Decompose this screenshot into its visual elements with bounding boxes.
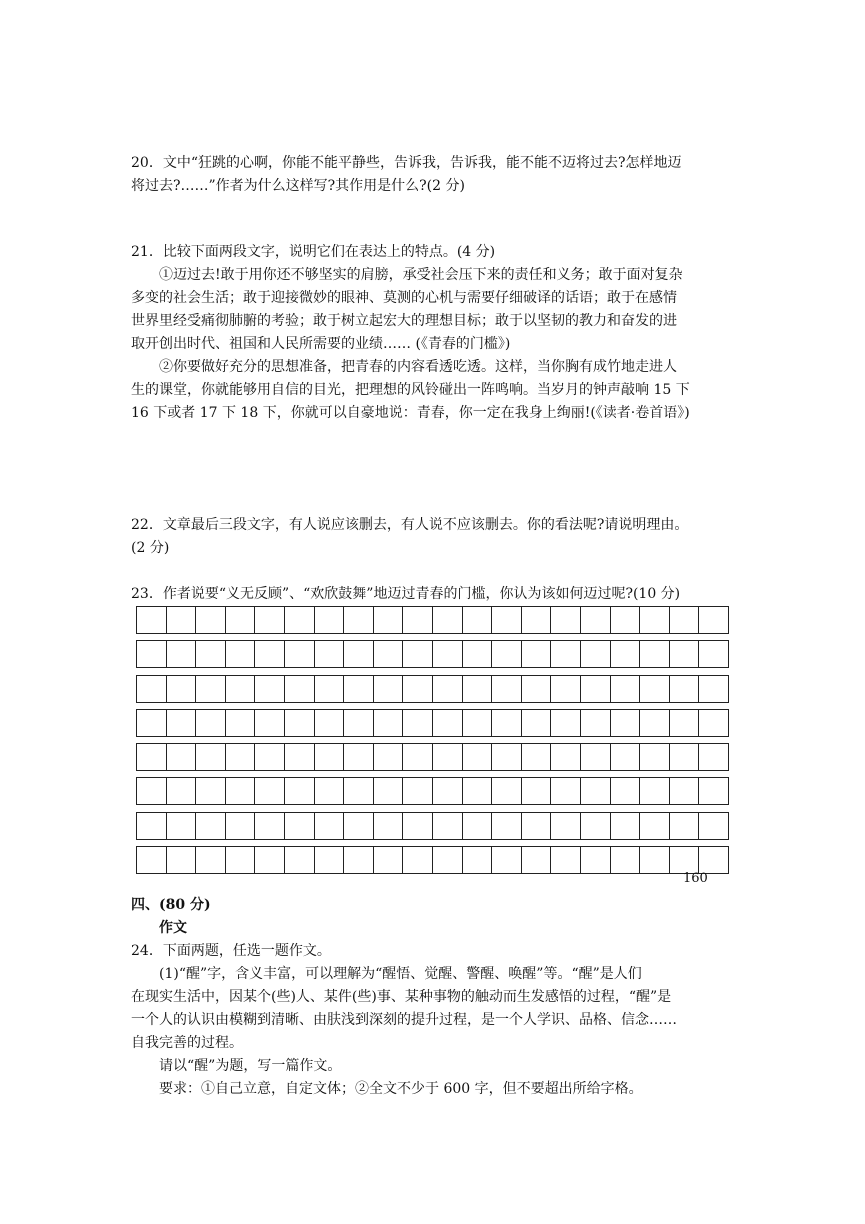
grid-cell[interactable] [344,812,374,840]
grid-cell[interactable] [137,675,167,703]
grid-cell[interactable] [581,812,611,840]
grid-cell[interactable] [640,812,670,840]
grid-cell[interactable] [315,640,345,668]
q24-requirement: 要求：①自己立意，自定文体；②全文不少于 600 字，但不要超出所给字格。 [159,1081,643,1097]
grid-cell[interactable] [611,743,641,771]
grid-cell[interactable] [344,846,374,874]
grid-cell[interactable] [492,709,522,737]
q24-instruction: 请以“醒”为题，写一篇作文。 [159,1058,342,1074]
grid-cell[interactable] [699,640,729,668]
grid-cell[interactable] [581,606,611,634]
grid-cell[interactable] [581,675,611,703]
grid-cell[interactable] [167,743,197,771]
q24-prompt-line: (1)“醒”字，含义丰富，可以理解为“醒悟、觉醒、警醒、唤醒”等。“醒”是人们 [159,966,642,982]
grid-cell[interactable] [137,812,167,840]
grid-cell[interactable] [699,675,729,703]
grid-cell[interactable] [255,812,285,840]
grid-cell[interactable] [255,777,285,805]
grid-cell[interactable] [522,846,552,874]
grid-cell[interactable] [137,777,167,805]
grid-cell[interactable] [374,812,404,840]
grid-cell[interactable] [670,846,700,874]
grid-cell[interactable] [551,812,581,840]
grid-cell[interactable] [167,675,197,703]
grid-cell[interactable] [433,812,463,840]
grid-cell[interactable] [374,846,404,874]
grid-cell[interactable] [611,675,641,703]
grid-cell[interactable] [344,777,374,805]
grid-cell[interactable] [492,675,522,703]
grid-cell[interactable] [226,709,256,737]
grid-cell[interactable] [315,606,345,634]
grid-cell[interactable] [640,777,670,805]
q21-para1-line: 取开创出时代、祖国和人民所需要的业绩…… (《青春的门槛》) [131,336,511,352]
grid-cell[interactable] [699,846,729,874]
grid-cell[interactable] [226,640,256,668]
grid-cell[interactable] [670,675,700,703]
grid-cell[interactable] [315,675,345,703]
grid-cell[interactable] [255,743,285,771]
grid-cell[interactable] [255,675,285,703]
grid-cell[interactable] [699,606,729,634]
answer-grid[interactable] [136,606,728,880]
q21-para1-line: ①迈过去!敢于用你还不够坚实的肩膀，承受社会压下来的责任和义务；敢于面对复杂 [159,267,683,283]
grid-cell[interactable] [670,606,700,634]
grid-cell[interactable] [167,606,197,634]
grid-cell[interactable] [463,640,493,668]
grid-cell[interactable] [403,606,433,634]
grid-cell[interactable] [433,675,463,703]
q21-para1-line: 世界里经受痛彻肺腑的考验；敢于树立起宏大的理想目标；敢于以坚韧的教力和奋发的进 [131,313,677,329]
grid-cell[interactable] [403,709,433,737]
grid-cell[interactable] [374,606,404,634]
grid-cell[interactable] [551,606,581,634]
grid-cell[interactable] [522,606,552,634]
grid-cell[interactable] [581,640,611,668]
grid-row [136,606,728,634]
grid-cell[interactable] [640,675,670,703]
grid-cell[interactable] [167,640,197,668]
grid-cell[interactable] [226,812,256,840]
grid-cell[interactable] [463,606,493,634]
grid-cell[interactable] [640,709,670,737]
grid-cell[interactable] [344,743,374,771]
grid-cell[interactable] [403,675,433,703]
grid-row [136,812,728,840]
grid-cell[interactable] [315,846,345,874]
grid-cell[interactable] [611,846,641,874]
grid-cell[interactable] [463,743,493,771]
grid-cell[interactable] [255,606,285,634]
grid-cell[interactable] [492,743,522,771]
grid-cell[interactable] [315,777,345,805]
grid-cell[interactable] [581,709,611,737]
grid-cell[interactable] [463,846,493,874]
grid-cell[interactable] [611,709,641,737]
grid-cell[interactable] [611,640,641,668]
grid-cell[interactable] [374,709,404,737]
grid-cell[interactable] [137,846,167,874]
grid-cell[interactable] [670,743,700,771]
grid-cell[interactable] [522,709,552,737]
q24-question: 24．下面两题，任选一题作文。 [131,943,331,959]
q21-para2-line: 16 下或者 17 下 18 下，你就可以自豪地说：青春，你一定在我身上绚丽!(《读者·卷首语》) [131,405,690,421]
q22-line-1: 22．文章最后三段文字，有人说应该删去，有人说不应该删去。你的看法呢?请说明理由。 [131,517,689,533]
grid-cell[interactable] [167,777,197,805]
grid-cell[interactable] [492,846,522,874]
grid-cell[interactable] [581,777,611,805]
grid-cell[interactable] [315,709,345,737]
grid-cell[interactable] [403,846,433,874]
q22-line-2: (2 分) [131,540,170,556]
grid-row [136,640,728,668]
q24-prompt-line: 在现实生活中，因某个(些)人、某件(些)事、某种事物的触动而生发感悟的过程，“醒”是 [131,989,672,1005]
grid-char-count: 160 [683,871,708,886]
grid-cell[interactable] [196,675,226,703]
grid-cell[interactable] [196,846,226,874]
grid-cell[interactable] [137,640,167,668]
grid-cell[interactable] [433,846,463,874]
grid-cell[interactable] [196,743,226,771]
grid-cell[interactable] [433,606,463,634]
grid-cell[interactable] [196,606,226,634]
grid-cell[interactable] [640,606,670,634]
grid-cell[interactable] [374,743,404,771]
grid-cell[interactable] [374,777,404,805]
grid-cell[interactable] [522,777,552,805]
grid-cell[interactable] [551,846,581,874]
q21-para1-line: 多变的社会生活；敢于迎接微妙的眼神、莫测的心机与需要仔细破译的话语；敢于在感情 [131,290,677,306]
grid-cell[interactable] [433,743,463,771]
grid-cell[interactable] [463,777,493,805]
grid-cell[interactable] [167,709,197,737]
grid-cell[interactable] [551,675,581,703]
grid-cell[interactable] [581,743,611,771]
grid-cell[interactable] [315,812,345,840]
grid-cell[interactable] [699,812,729,840]
q20-line-1: 20．文中“狂跳的心啊，你能不能平静些，告诉我，告诉我，能不能不迈将过去?怎样地迈 [131,155,682,171]
grid-cell[interactable] [670,709,700,737]
q20-line-2: 将过去?……”作者为什么这样写?其作用是什么?(2 分) [131,178,465,194]
grid-cell[interactable] [551,640,581,668]
grid-cell[interactable] [167,846,197,874]
grid-cell[interactable] [344,709,374,737]
grid-cell[interactable] [640,743,670,771]
grid-cell[interactable] [255,640,285,668]
grid-cell[interactable] [285,777,315,805]
grid-cell[interactable] [492,606,522,634]
grid-cell[interactable] [551,709,581,737]
grid-cell[interactable] [522,743,552,771]
grid-cell[interactable] [551,777,581,805]
grid-cell[interactable] [699,709,729,737]
grid-cell[interactable] [285,846,315,874]
grid-row [136,675,728,703]
grid-row [136,846,728,874]
grid-cell[interactable] [374,640,404,668]
grid-cell[interactable] [196,640,226,668]
grid-cell[interactable] [492,640,522,668]
grid-cell[interactable] [196,812,226,840]
grid-cell[interactable] [522,812,552,840]
grid-cell[interactable] [315,743,345,771]
grid-cell[interactable] [344,640,374,668]
grid-cell[interactable] [581,846,611,874]
section-heading: 四、(80 分) [131,897,211,913]
grid-cell[interactable] [551,743,581,771]
grid-cell[interactable] [611,777,641,805]
grid-cell[interactable] [226,777,256,805]
section-subheading: 作文 [159,920,187,936]
grid-cell[interactable] [611,812,641,840]
grid-cell[interactable] [403,640,433,668]
grid-cell[interactable] [285,675,315,703]
grid-cell[interactable] [167,812,197,840]
grid-cell[interactable] [403,812,433,840]
grid-cell[interactable] [285,640,315,668]
grid-cell[interactable] [699,743,729,771]
grid-cell[interactable] [285,606,315,634]
grid-cell[interactable] [226,675,256,703]
grid-cell[interactable] [255,709,285,737]
grid-cell[interactable] [226,846,256,874]
grid-cell[interactable] [492,812,522,840]
q21-para2-line: ②你要做好充分的思想准备，把青春的内容看透吃透。这样，当你胸有成竹地走进人 [159,359,677,375]
grid-cell[interactable] [226,606,256,634]
grid-cell[interactable] [137,743,167,771]
grid-cell[interactable] [611,606,641,634]
grid-cell[interactable] [285,812,315,840]
grid-cell[interactable] [137,606,167,634]
grid-cell[interactable] [522,675,552,703]
grid-row [136,743,728,771]
grid-cell[interactable] [196,709,226,737]
grid-cell[interactable] [463,675,493,703]
grid-cell[interactable] [403,777,433,805]
grid-cell[interactable] [699,777,729,805]
grid-cell[interactable] [463,709,493,737]
grid-cell[interactable] [522,640,552,668]
grid-row [136,777,728,805]
grid-cell[interactable] [137,709,167,737]
q21-question: 21．比较下面两段文字，说明它们在表达上的特点。(4 分) [131,244,496,260]
grid-cell[interactable] [433,640,463,668]
grid-cell[interactable] [670,640,700,668]
grid-cell[interactable] [196,777,226,805]
grid-row [136,709,728,737]
q21-para2-line: 生的课堂，你就能够用自信的目光，把理想的风铃碰出一阵鸣响。当岁月的钟声敲响 15 下 [131,382,690,398]
grid-cell[interactable] [344,675,374,703]
grid-cell[interactable] [285,743,315,771]
grid-cell[interactable] [670,777,700,805]
grid-cell[interactable] [433,777,463,805]
grid-cell[interactable] [374,675,404,703]
q24-prompt-line: 自我完善的过程。 [131,1035,243,1051]
grid-cell[interactable] [492,777,522,805]
grid-cell[interactable] [285,709,315,737]
grid-cell[interactable] [463,812,493,840]
grid-cell[interactable] [670,812,700,840]
grid-cell[interactable] [640,846,670,874]
grid-cell[interactable] [433,709,463,737]
grid-cell[interactable] [226,743,256,771]
q23-question: 23．作者说要“义无反顾”、“欢欣鼓舞”地迈过青春的门槛，你认为该如何迈过呢?(10 分) [131,586,681,602]
grid-cell[interactable] [403,743,433,771]
grid-cell[interactable] [255,846,285,874]
grid-cell[interactable] [640,640,670,668]
grid-cell[interactable] [344,606,374,634]
q24-prompt-line: 一个人的认识由模糊到清晰、由肤浅到深刻的提升过程，是一个人学识、品格、信念…… [131,1012,677,1028]
